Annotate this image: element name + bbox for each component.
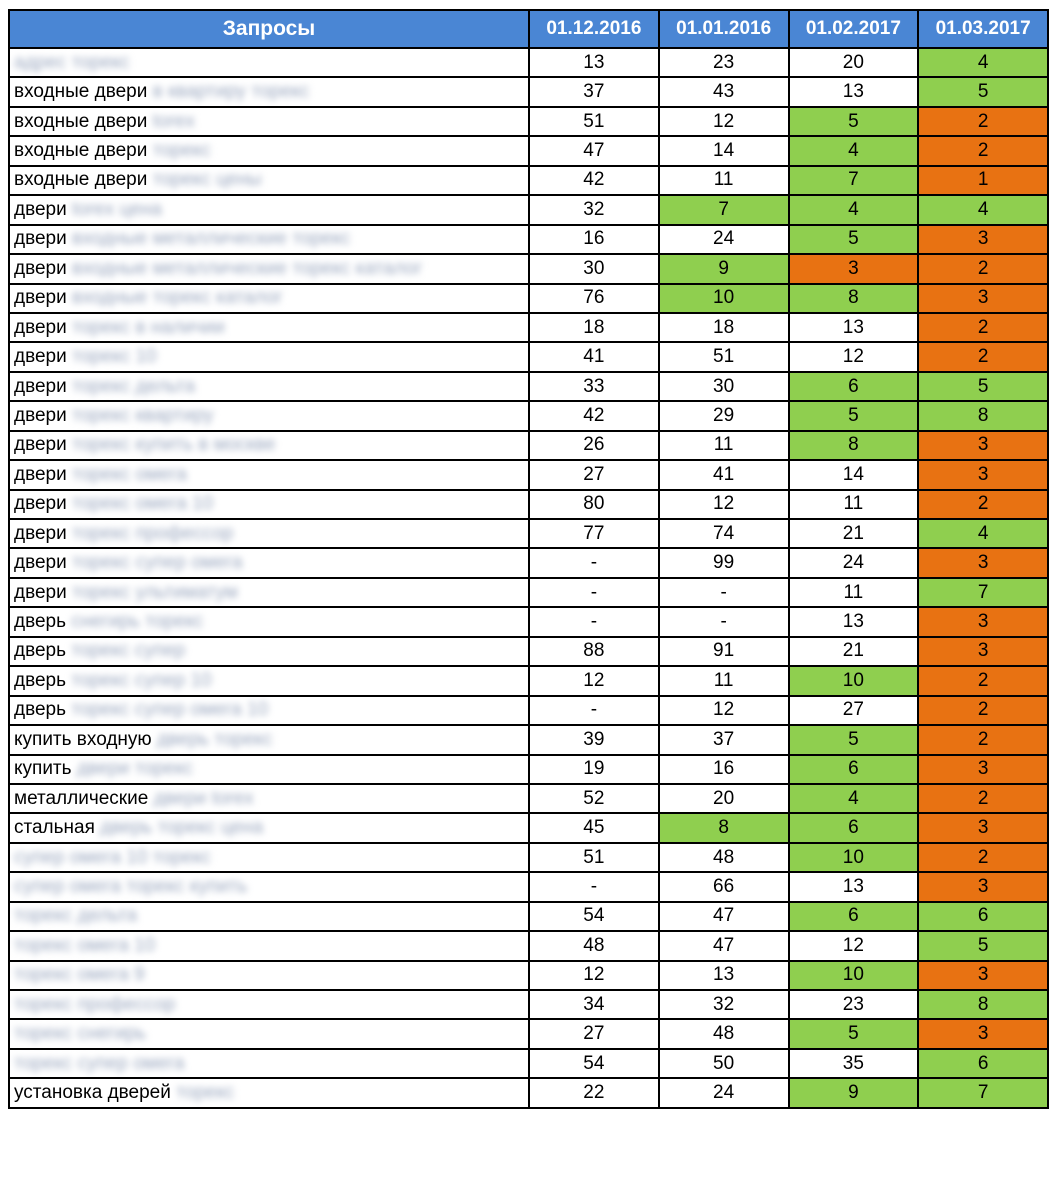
- position-cell-4: 2: [918, 843, 1048, 872]
- table-row: [9, 284, 1048, 313]
- query-text: входные двери: [14, 81, 153, 103]
- query-text: двери: [14, 228, 72, 250]
- position-cell-3: 20: [789, 48, 919, 77]
- position-cell-3: 4: [789, 136, 919, 165]
- table-row: [9, 990, 1048, 1019]
- query-cell: [9, 313, 529, 342]
- query-text: двери: [14, 463, 72, 485]
- position-cell-4: 7: [918, 578, 1048, 607]
- position-cell-3: 6: [789, 755, 919, 784]
- position-cell-4: 3: [918, 607, 1048, 636]
- query-text-blurred: торекс профессор: [72, 522, 234, 544]
- table-row: [9, 401, 1048, 430]
- position-cell-2: 13: [659, 961, 789, 990]
- position-cell-3: 13: [789, 77, 919, 106]
- query-cell: [9, 902, 529, 931]
- table-row: [9, 637, 1048, 666]
- position-cell-4: 3: [918, 637, 1048, 666]
- header-row: [9, 10, 1048, 48]
- position-cell-1: 32: [529, 195, 659, 224]
- position-cell-4: 3: [918, 460, 1048, 489]
- position-cell-2: 9: [659, 254, 789, 283]
- position-cell-1: 12: [529, 666, 659, 695]
- position-cell-4: 2: [918, 490, 1048, 519]
- position-cell-2: 12: [659, 107, 789, 136]
- position-cell-3: 13: [789, 872, 919, 901]
- position-cell-1: 54: [529, 1049, 659, 1078]
- position-cell-4: 2: [918, 342, 1048, 371]
- query-text-blurred: входные металлические торекс: [72, 228, 351, 250]
- position-cell-2: 66: [659, 872, 789, 901]
- query-text: двери: [14, 434, 72, 456]
- position-cell-1: 39: [529, 725, 659, 754]
- query-cell: [9, 460, 529, 489]
- position-cell-4: 3: [918, 548, 1048, 577]
- query-cell: [9, 519, 529, 548]
- query-text-blurred: торекс супер омега: [14, 1052, 185, 1074]
- header-date-4: 01.03.2017: [918, 10, 1048, 48]
- position-cell-1: 37: [529, 77, 659, 106]
- query-cell: [9, 166, 529, 195]
- position-cell-1: 30: [529, 254, 659, 283]
- position-cell-1: 88: [529, 637, 659, 666]
- position-cell-4: 5: [918, 372, 1048, 401]
- query-text-blurred: в квартиру торекс: [152, 81, 310, 103]
- table-row: [9, 961, 1048, 990]
- table-row: [9, 813, 1048, 842]
- position-cell-1: 76: [529, 284, 659, 313]
- position-cell-3: 4: [789, 784, 919, 813]
- table-row: [9, 195, 1048, 224]
- position-cell-4: 3: [918, 872, 1048, 901]
- position-cell-3: 24: [789, 548, 919, 577]
- position-cell-1: 19: [529, 755, 659, 784]
- query-text-blurred: дверь торекс: [156, 728, 273, 750]
- query-cell: [9, 372, 529, 401]
- position-cell-2: 11: [659, 166, 789, 195]
- query-cell: [9, 490, 529, 519]
- query-text-blurred: супер омега 10 торекс: [14, 846, 211, 868]
- position-cell-4: 6: [918, 902, 1048, 931]
- table-row: [9, 490, 1048, 519]
- query-text-blurred: двери торекс: [76, 758, 194, 780]
- position-cell-3: 4: [789, 195, 919, 224]
- position-cell-3: 11: [789, 578, 919, 607]
- query-text: двери: [14, 316, 72, 338]
- query-text: входные двери: [14, 110, 153, 132]
- position-cell-2: 10: [659, 284, 789, 313]
- position-cell-2: 24: [659, 225, 789, 254]
- position-cell-3: 13: [789, 607, 919, 636]
- position-cell-1: 52: [529, 784, 659, 813]
- query-text-blurred: супер омега торекс купить: [14, 875, 248, 897]
- table-row: [9, 725, 1048, 754]
- position-cell-3: 21: [789, 637, 919, 666]
- position-cell-2: 32: [659, 990, 789, 1019]
- position-cell-4: 2: [918, 136, 1048, 165]
- query-text-blurred: торекс омега 10: [72, 493, 214, 515]
- header-date-3: 01.02.2017: [789, 10, 919, 48]
- position-cell-3: 6: [789, 813, 919, 842]
- position-cell-4: 6: [918, 1049, 1048, 1078]
- position-cell-2: 30: [659, 372, 789, 401]
- position-cell-4: 4: [918, 48, 1048, 77]
- query-text-blurred: снегирь торекс: [71, 611, 204, 633]
- query-text: купить: [14, 758, 77, 780]
- query-cell: [9, 784, 529, 813]
- query-cell: [9, 77, 529, 106]
- position-cell-1: 48: [529, 931, 659, 960]
- query-cell: [9, 637, 529, 666]
- query-cell: [9, 872, 529, 901]
- query-cell: [9, 107, 529, 136]
- table-row: [9, 696, 1048, 725]
- query-cell: [9, 48, 529, 77]
- position-cell-3: 5: [789, 401, 919, 430]
- position-cell-3: 11: [789, 490, 919, 519]
- query-cell: [9, 1078, 529, 1107]
- table-row: [9, 666, 1048, 695]
- query-cell: [9, 431, 529, 460]
- query-text: двери: [14, 522, 72, 544]
- query-text-blurred: дверь торекс цена: [100, 817, 264, 839]
- position-cell-3: 10: [789, 843, 919, 872]
- table-row: [9, 843, 1048, 872]
- position-cell-3: 10: [789, 961, 919, 990]
- table-row: [9, 548, 1048, 577]
- table-row: [9, 77, 1048, 106]
- table-row: [9, 755, 1048, 784]
- position-cell-4: 4: [918, 519, 1048, 548]
- position-cell-2: 37: [659, 725, 789, 754]
- query-text-blurred: торекс омега: [72, 463, 187, 485]
- query-text-blurred: торекс супер 10: [71, 669, 212, 691]
- position-cell-4: 2: [918, 784, 1048, 813]
- query-text: двери: [14, 581, 72, 603]
- position-cell-3: 5: [789, 225, 919, 254]
- position-cell-1: 18: [529, 313, 659, 342]
- position-cell-3: 27: [789, 696, 919, 725]
- position-cell-4: 7: [918, 1078, 1048, 1107]
- query-cell: [9, 843, 529, 872]
- position-cell-4: 1: [918, 166, 1048, 195]
- position-cell-1: -: [529, 548, 659, 577]
- query-text-blurred: торекс омега 10: [14, 934, 156, 956]
- query-text-blurred: торекс: [176, 1082, 235, 1104]
- query-cell: [9, 931, 529, 960]
- query-cell: [9, 136, 529, 165]
- query-text-blurred: torex цена: [72, 198, 162, 220]
- position-cell-4: 3: [918, 961, 1048, 990]
- queries-table: [8, 9, 1049, 1109]
- query-text: входные двери: [14, 140, 153, 162]
- table-body: [9, 48, 1048, 1108]
- table-row: [9, 578, 1048, 607]
- query-cell: [9, 342, 529, 371]
- position-cell-3: 5: [789, 107, 919, 136]
- query-cell: [9, 548, 529, 577]
- position-cell-4: 2: [918, 725, 1048, 754]
- query-text-blurred: торекс в наличии: [72, 316, 225, 338]
- position-cell-2: -: [659, 607, 789, 636]
- table-row: [9, 48, 1048, 77]
- position-cell-4: 3: [918, 1019, 1048, 1048]
- query-text: металлические: [14, 787, 154, 809]
- table-row: [9, 1049, 1048, 1078]
- position-cell-4: 3: [918, 225, 1048, 254]
- position-cell-1: 27: [529, 460, 659, 489]
- table-row: [9, 136, 1048, 165]
- table-row: [9, 166, 1048, 195]
- position-cell-2: 47: [659, 931, 789, 960]
- position-cell-3: 6: [789, 902, 919, 931]
- table-row: [9, 460, 1048, 489]
- query-text-blurred: торекс купить в москве: [72, 434, 276, 456]
- query-text-blurred: торекс снегирь: [14, 1023, 147, 1045]
- query-cell: [9, 225, 529, 254]
- position-cell-2: 12: [659, 490, 789, 519]
- position-cell-2: 8: [659, 813, 789, 842]
- position-cell-1: 16: [529, 225, 659, 254]
- position-cell-1: 77: [529, 519, 659, 548]
- header-date-2: 01.01.2016: [659, 10, 789, 48]
- position-cell-2: 50: [659, 1049, 789, 1078]
- position-cell-4: 5: [918, 77, 1048, 106]
- query-cell: [9, 666, 529, 695]
- position-cell-2: 24: [659, 1078, 789, 1107]
- query-text: двери: [14, 552, 72, 574]
- position-cell-2: 18: [659, 313, 789, 342]
- query-text: двери: [14, 493, 72, 515]
- position-cell-3: 14: [789, 460, 919, 489]
- table-row: [9, 931, 1048, 960]
- position-cell-1: -: [529, 578, 659, 607]
- query-text-blurred: торекс омега 9: [14, 964, 145, 986]
- position-cell-2: -: [659, 578, 789, 607]
- position-cell-3: 6: [789, 372, 919, 401]
- position-cell-3: 8: [789, 284, 919, 313]
- query-text-blurred: торекс 10: [72, 346, 157, 368]
- position-cell-1: 51: [529, 107, 659, 136]
- table-row: [9, 225, 1048, 254]
- position-cell-1: 33: [529, 372, 659, 401]
- position-cell-2: 11: [659, 431, 789, 460]
- position-cell-2: 16: [659, 755, 789, 784]
- query-cell: [9, 755, 529, 784]
- position-cell-1: 34: [529, 990, 659, 1019]
- position-cell-3: 23: [789, 990, 919, 1019]
- query-text: дверь: [14, 611, 72, 633]
- position-cell-4: 2: [918, 107, 1048, 136]
- query-text-blurred: торекс профессор: [14, 993, 176, 1015]
- table-row: [9, 872, 1048, 901]
- position-cell-1: -: [529, 696, 659, 725]
- query-text-blurred: торекс супер омега: [72, 552, 243, 574]
- position-cell-1: 12: [529, 961, 659, 990]
- position-cell-2: 74: [659, 519, 789, 548]
- query-cell: [9, 990, 529, 1019]
- position-cell-4: 2: [918, 696, 1048, 725]
- query-cell: [9, 607, 529, 636]
- query-text-blurred: торекс: [152, 140, 211, 162]
- position-cell-4: 2: [918, 666, 1048, 695]
- position-cell-3: 7: [789, 166, 919, 195]
- position-cell-2: 23: [659, 48, 789, 77]
- query-text: стальная: [14, 817, 101, 839]
- table-row: [9, 313, 1048, 342]
- position-cell-2: 41: [659, 460, 789, 489]
- query-text: купить входную: [14, 728, 157, 750]
- position-cell-1: 26: [529, 431, 659, 460]
- position-cell-1: -: [529, 872, 659, 901]
- query-text: двери: [14, 346, 72, 368]
- query-text-blurred: адрес торекс: [14, 51, 130, 73]
- query-text: входные двери: [14, 169, 153, 191]
- position-cell-3: 8: [789, 431, 919, 460]
- position-cell-1: 51: [529, 843, 659, 872]
- query-text-blurred: торекс дельта: [14, 905, 138, 927]
- query-text-blurred: торекс супер омега 10: [71, 699, 269, 721]
- position-cell-4: 2: [918, 313, 1048, 342]
- position-cell-4: 4: [918, 195, 1048, 224]
- position-cell-1: 13: [529, 48, 659, 77]
- query-text-blurred: торекс дельта: [72, 375, 196, 397]
- table-row: [9, 1078, 1048, 1107]
- position-cell-4: 3: [918, 813, 1048, 842]
- position-cell-2: 7: [659, 195, 789, 224]
- query-text: двери: [14, 375, 72, 397]
- position-cell-1: -: [529, 607, 659, 636]
- position-cell-1: 27: [529, 1019, 659, 1048]
- position-cell-4: 8: [918, 401, 1048, 430]
- position-cell-2: 11: [659, 666, 789, 695]
- position-cell-4: 3: [918, 755, 1048, 784]
- query-text: дверь: [14, 699, 72, 721]
- position-cell-2: 48: [659, 1019, 789, 1048]
- query-text-blurred: торекс цены: [152, 169, 262, 191]
- query-cell: [9, 401, 529, 430]
- table-row: [9, 342, 1048, 371]
- header-date-1: 01.12.2016: [529, 10, 659, 48]
- query-text-blurred: входные металлические торекс каталог: [72, 257, 423, 279]
- query-cell: [9, 961, 529, 990]
- query-cell: [9, 1019, 529, 1048]
- position-cell-3: 21: [789, 519, 919, 548]
- query-text-blurred: торекс супер: [71, 640, 186, 662]
- position-cell-2: 14: [659, 136, 789, 165]
- position-cell-3: 13: [789, 313, 919, 342]
- table-row: [9, 519, 1048, 548]
- table-row: [9, 784, 1048, 813]
- table-row: [9, 1019, 1048, 1048]
- position-cell-3: 35: [789, 1049, 919, 1078]
- position-cell-1: 41: [529, 342, 659, 371]
- position-cell-4: 2: [918, 254, 1048, 283]
- table-row: [9, 254, 1048, 283]
- query-text-blurred: торекс квартиру: [72, 404, 214, 426]
- query-cell: [9, 696, 529, 725]
- query-text: установка дверей: [14, 1082, 177, 1104]
- query-text: двери: [14, 287, 72, 309]
- position-cell-1: 47: [529, 136, 659, 165]
- query-text-blurred: входные торекс каталог: [72, 287, 283, 309]
- query-text: двери: [14, 198, 72, 220]
- position-cell-1: 42: [529, 166, 659, 195]
- position-cell-2: 48: [659, 843, 789, 872]
- position-cell-4: 3: [918, 284, 1048, 313]
- position-cell-3: 12: [789, 342, 919, 371]
- position-cell-3: 3: [789, 254, 919, 283]
- position-cell-2: 99: [659, 548, 789, 577]
- position-cell-2: 12: [659, 696, 789, 725]
- query-cell: [9, 1049, 529, 1078]
- position-cell-2: 51: [659, 342, 789, 371]
- query-cell: [9, 725, 529, 754]
- table-row: [9, 107, 1048, 136]
- position-cell-2: 91: [659, 637, 789, 666]
- position-cell-3: 5: [789, 1019, 919, 1048]
- position-cell-2: 47: [659, 902, 789, 931]
- position-cell-1: 80: [529, 490, 659, 519]
- position-cell-3: 12: [789, 931, 919, 960]
- table-row: [9, 902, 1048, 931]
- query-text-blurred: торекс ультиматум: [72, 581, 238, 603]
- query-text-blurred: двери torex: [153, 787, 254, 809]
- table-container: [8, 9, 1049, 1109]
- query-cell: [9, 195, 529, 224]
- query-cell: [9, 284, 529, 313]
- header-queries: Запросы: [9, 10, 529, 48]
- query-cell: [9, 813, 529, 842]
- position-cell-2: 43: [659, 77, 789, 106]
- table-row: [9, 431, 1048, 460]
- query-text: дверь: [14, 669, 72, 691]
- position-cell-1: 42: [529, 401, 659, 430]
- position-cell-3: 9: [789, 1078, 919, 1107]
- position-cell-1: 22: [529, 1078, 659, 1107]
- position-cell-4: 5: [918, 931, 1048, 960]
- position-cell-2: 20: [659, 784, 789, 813]
- position-cell-1: 54: [529, 902, 659, 931]
- position-cell-2: 29: [659, 401, 789, 430]
- position-cell-3: 10: [789, 666, 919, 695]
- table-row: [9, 372, 1048, 401]
- query-cell: [9, 578, 529, 607]
- query-text: двери: [14, 404, 72, 426]
- query-text: дверь: [14, 640, 72, 662]
- query-cell: [9, 254, 529, 283]
- position-cell-4: 8: [918, 990, 1048, 1019]
- query-text: двери: [14, 257, 72, 279]
- position-cell-1: 45: [529, 813, 659, 842]
- position-cell-4: 3: [918, 431, 1048, 460]
- position-cell-3: 5: [789, 725, 919, 754]
- query-text-blurred: torex: [152, 110, 195, 132]
- table-row: [9, 607, 1048, 636]
